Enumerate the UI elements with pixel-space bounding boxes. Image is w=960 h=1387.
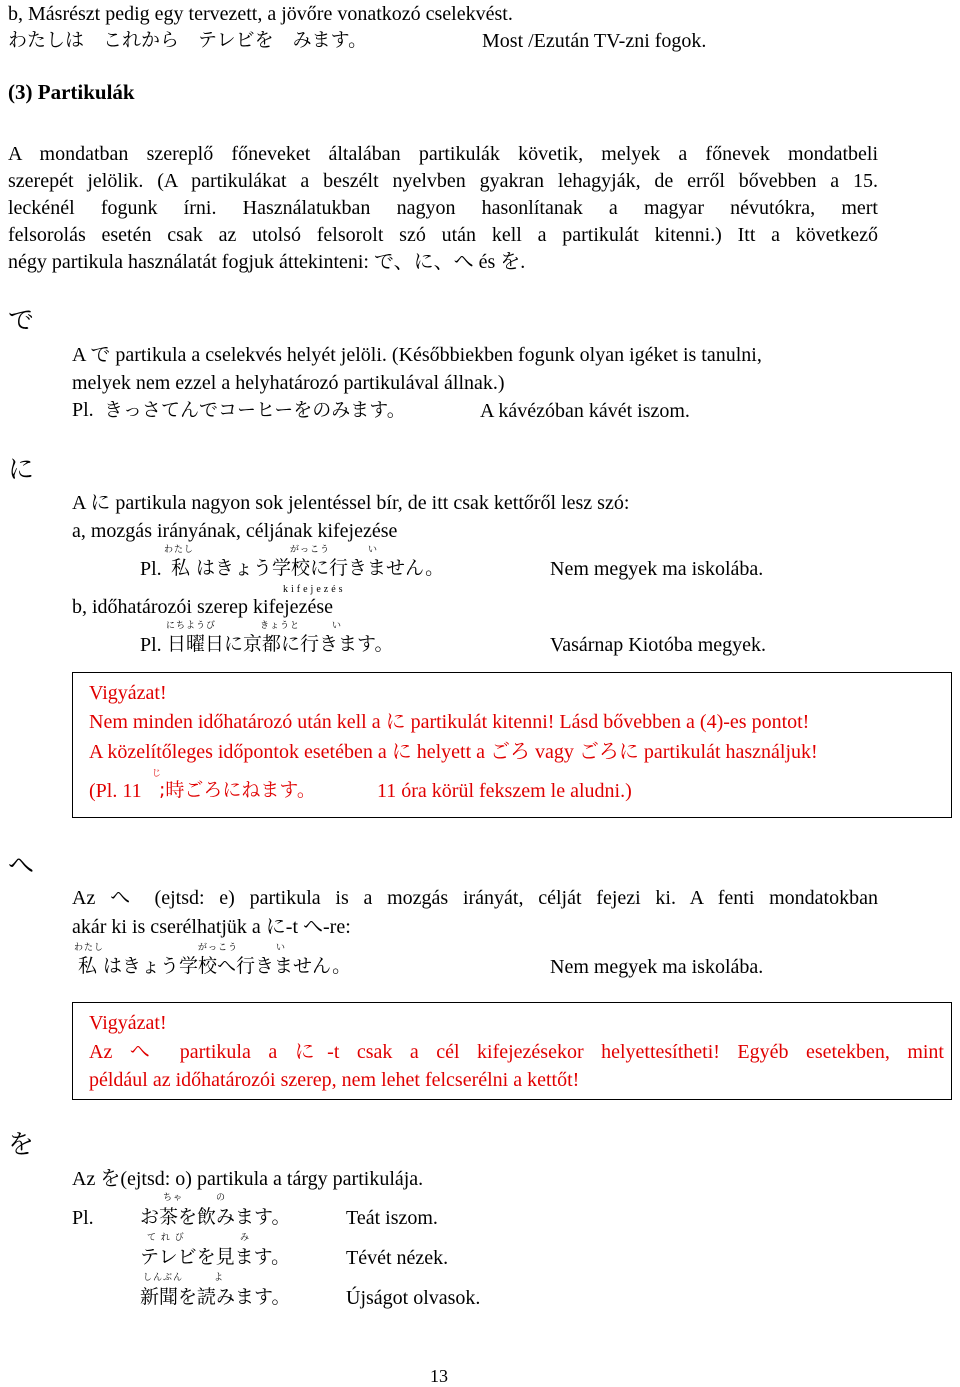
de-example-prefix: Pl.: [72, 399, 94, 421]
ni-ex2-sentence: 日曜日に京都に行きます。: [167, 633, 394, 655]
warning-1-line-1: Nem minden időhatározó után kell a に partikulát kitenni! Lásd bővebben a (4)-es pontot!: [89, 711, 810, 733]
para-line-1: A mondatban szereplő főneveket általában partikulák követik, melyek a főnevek mondatbeli: [8, 143, 878, 165]
wo-ex1-jp: お茶を飲みます。: [140, 1206, 291, 1228]
de-example-hu: A kávézóban kávét iszom.: [480, 400, 690, 422]
ni-ex1-translation: Nem megyek ma iskolába.: [550, 558, 764, 580]
ruby-nichiyoubi: にちようび: [166, 621, 217, 631]
ruby-gakkou-2: がっこう: [198, 943, 239, 953]
intro-line: b, Másrészt pedig egy tervezett, a jövőre vonatkozó cselekvést.: [8, 3, 513, 25]
ruby-watashi: わたし: [164, 545, 195, 555]
wo-ex3-hu: Újságot olvasok.: [346, 1287, 481, 1309]
page-number: 13: [430, 1366, 448, 1386]
he-ex-translation: Nem megyek ma iskolába.: [550, 956, 764, 978]
he-line-2: akár ki is cserélhatjük a に-t へ-re:: [72, 916, 351, 938]
ruby-kyouto: きょうと: [260, 621, 301, 631]
warning-1-line-3-start: (Pl. 11: [89, 780, 142, 802]
ruby-cha: ちゃ: [163, 1193, 184, 1203]
wo-ex2-jp: テレビを見ます。: [140, 1246, 291, 1268]
ruby-i-2: い: [332, 621, 343, 631]
warning-1-line-2: A közelítőleges időpontok esetében a に helyett a ごろ vagy ごろに partikulát használjuk!: [89, 741, 818, 763]
ni-b-label: b, időhatározói szerep kifejezése: [72, 596, 333, 618]
ni-ex2-prefix: Pl.: [140, 634, 162, 656]
warning-box-1: [72, 672, 952, 818]
ruby-mi: み: [240, 1233, 251, 1243]
de-line-1: A で partikula a cselekvés helyét jelöli. (Későbbiekben fogunk olyan igéket is tanulni,: [72, 344, 762, 366]
ruby-terebi: て れ び: [147, 1233, 185, 1243]
warning-box-2: [72, 1002, 952, 1100]
he-ex-sentence: 私 はきょう学校へ行きません。: [78, 955, 352, 977]
ruby-gakkou: がっこう: [290, 545, 331, 555]
warning-2-line-1: Az へ partikula a に-t csak a cél kifejezésekor helyettesítheti! Egyéb esetekben, mint: [89, 1041, 944, 1063]
wo-ex1-hu: Teát iszom.: [346, 1207, 438, 1229]
ni-ex1-prefix: Pl.: [140, 558, 162, 580]
warning-2-title: Vigyázat!: [89, 1012, 167, 1034]
wo-intro: Az を(ejtsd: o) partikula a tárgy partikulája.: [72, 1168, 424, 1190]
de-line-2: melyek nem ezzel a helyhatározó partikulával állnak.): [72, 372, 505, 394]
para-line-5: négy partikula használatát fogjuk áttekinteni: で、に、へ és を.: [8, 251, 526, 273]
ruby-shinbun: しんぶん: [143, 1273, 184, 1283]
wo-heading: を: [8, 1130, 35, 1160]
section-heading: (3) Partikulák: [8, 80, 135, 104]
ruby-i-3: い: [276, 943, 287, 953]
wo-ex2-hu: Tévét nézek.: [346, 1247, 449, 1269]
intro-example-jp: わたしは これから テレビを みます。: [8, 29, 368, 51]
warning-1-title: Vigyázat!: [89, 682, 167, 704]
he-heading: へ: [8, 851, 35, 881]
de-example-jp: きっさてんでコーヒーをのみます。: [104, 399, 406, 421]
ruby-ji: じ: [152, 769, 163, 779]
ruby-yo: よ: [214, 1273, 225, 1283]
ni-ex1-sentence: 私 はきょう学校に行きません。: [171, 557, 445, 579]
para-line-4: felsorolás esetén csak az utolsó felsorolt szó után kell a partikulát kitenni.) Itt a következő: [8, 224, 878, 246]
ruby-no: の: [216, 1193, 227, 1203]
ni-intro: A に partikula nagyon sok jelentéssel bír, de itt csak kettőről lesz szó:: [72, 492, 630, 514]
wo-prefix: Pl.: [72, 1207, 94, 1229]
de-heading: で: [8, 306, 35, 336]
ni-ex2-translation: Vasárnap Kiotóba megyek.: [550, 634, 767, 656]
ni-heading: に: [8, 455, 35, 485]
para-line-2: szerepét jelölik. (A partikulákat a beszélt nyelvben gyakran lehagyják, de erről bővebben a 15.: [8, 170, 878, 192]
warning-1-line-3-end: 11 óra körül fekszem le aludni.): [377, 780, 632, 802]
intro-example-hu: Most /Ezután TV-zni fogok.: [482, 30, 707, 52]
wo-ex3-jp: 新聞を読みます。: [140, 1286, 291, 1308]
he-line-1: Az へ (ejtsd: e) partikula is a mozgás irányát, célját fejezi ki. A fenti mondatokban: [72, 887, 878, 909]
ni-a-label: a, mozgás irányának, céljának kifejezése: [72, 520, 398, 542]
para-line-3: leckénél fogunk írni. Használatukban nagyon hasonlítanak a magyar névutókra, mert: [8, 197, 878, 219]
ruby-i: い: [368, 545, 379, 555]
warning-1-line-3-jp: ;時ごろにねます。: [159, 779, 316, 801]
warning-2-line-2: például az időhatározói szerep, nem lehet felcserélni a kettőt!: [89, 1069, 580, 1091]
ruby-kifejezes: kifejezés: [283, 584, 346, 595]
ruby-watashi-2: わたし: [74, 943, 105, 953]
